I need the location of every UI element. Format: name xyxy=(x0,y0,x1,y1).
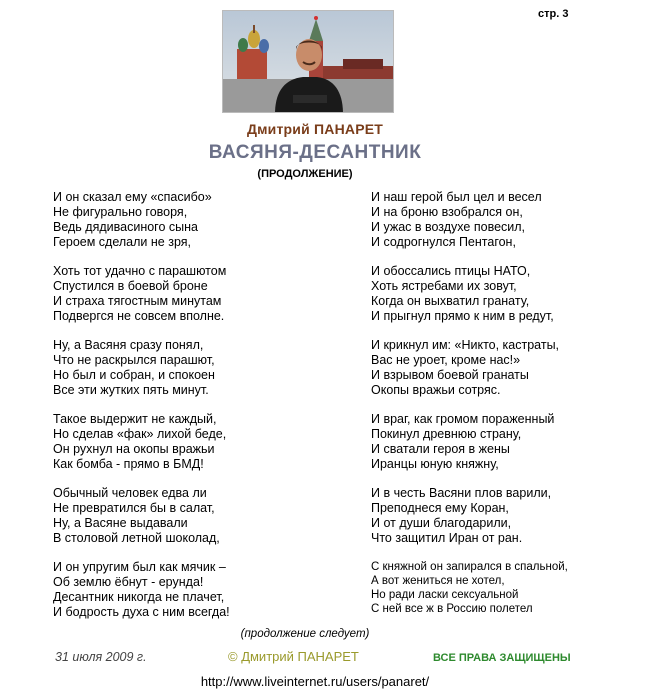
poem-subtitle: (ПРОДОЛЖЕНИЕ) xyxy=(257,168,353,180)
poem-line: Десантник никогда не плачет, xyxy=(53,590,225,604)
poem-line: Не фигурально говоря, xyxy=(53,205,188,219)
poem-line: С княжной он запирался в спальной, xyxy=(371,561,568,573)
poem-line: И страха тягостным минутам xyxy=(53,294,222,308)
author-photo xyxy=(222,10,394,113)
poem-line: Все эти жутких пять минут. xyxy=(53,383,209,397)
poem-line: И обоссались птицы НАТО, xyxy=(371,264,531,278)
stanza xyxy=(371,412,641,486)
stanza xyxy=(53,190,353,264)
poem-line: И взрывом боевой гранаты xyxy=(371,368,529,382)
poem-line: Ведь дядивасиного сына xyxy=(53,220,198,234)
poem-line: Обычный человек едва ли xyxy=(53,486,207,500)
poem-line: И прыгнул прямо к ним в редут, xyxy=(371,309,554,323)
poem-line: Но сделав «фак» лихой беде, xyxy=(53,427,227,441)
poem-line: Иранцы юную княжну, xyxy=(371,457,499,471)
poem-line: Хоть тот удачно с парашютом xyxy=(53,264,227,278)
stanza xyxy=(371,264,641,338)
page-number: стр. 3 xyxy=(538,8,569,20)
poem-line: Такое выдержит не каждый, xyxy=(53,412,217,426)
poem-line: И в честь Васяни плов варили, xyxy=(371,486,552,500)
poem-line: А вот жениться не хотел, xyxy=(371,575,505,587)
copyright: © Дмитрий ПАНАРЕТ xyxy=(228,649,359,664)
poem-line: Окопы вражьи сотряс. xyxy=(371,383,501,397)
poem-line: Подвергся не совсем вполне. xyxy=(53,309,225,323)
poem-line: Ну, а Васяне выдавали xyxy=(53,516,188,530)
stanza xyxy=(53,560,353,634)
poem-line: И от души благодарили, xyxy=(371,516,512,530)
poem-line: Но был и собран, и спокоен xyxy=(53,368,215,382)
stanza xyxy=(53,264,353,338)
poem-line: И враг, как громом пораженный xyxy=(371,412,555,426)
poem-title: ВАСЯНЯ-ДЕСАНТНИК xyxy=(208,142,422,163)
stanza xyxy=(53,338,353,412)
author-url[interactable]: http://www.liveinternet.ru/users/panaret/ xyxy=(200,674,430,689)
poem-line: Об землю ёбнут - ерунда! xyxy=(53,575,204,589)
poem-line: И он упругим был как мячик – xyxy=(53,560,226,574)
poem-line: И крикнул им: «Никто, кастраты, xyxy=(371,338,560,352)
stanza xyxy=(371,486,641,560)
date: 31 июля 2009 г. xyxy=(55,650,147,664)
stanza xyxy=(53,486,353,560)
stanza xyxy=(371,560,641,634)
rights-notice: ВСЕ ПРАВА ЗАЩИЩЕНЫ xyxy=(433,652,571,664)
poem-line: И содрогнулся Пентагон, xyxy=(371,235,516,249)
stanza xyxy=(53,412,353,486)
poem-line: И он сказал ему «спасибо» xyxy=(53,190,212,204)
poem-line: С ней все ж в Россию полетел xyxy=(371,603,533,615)
stanza xyxy=(371,338,641,412)
author-name: Дмитрий ПАНАРЕТ xyxy=(246,121,384,137)
poem-line: Что не раскрылся парашют, xyxy=(53,353,215,367)
poem-line: Как бомба - прямо в БМД! xyxy=(53,457,204,471)
poem-line: Героем сделали не зря, xyxy=(53,235,191,249)
poem-line: И наш герой был цел и весел xyxy=(371,190,542,204)
right-column xyxy=(371,190,641,634)
poem-line: Ну, а Васяня сразу понял, xyxy=(53,338,204,352)
poem-line: И бодрость духа с ним всегда! xyxy=(53,605,230,619)
poem-line: Хоть ястребами их зовут, xyxy=(371,279,517,293)
poem-line: Не превратился бы в салат, xyxy=(53,501,215,515)
poem-line: Спустился в боевой броне xyxy=(53,279,208,293)
poem-line: И сватали героя в жены xyxy=(371,442,510,456)
poem-line: Он рухнул на окопы вражьи xyxy=(53,442,215,456)
poem-line: Вас не уроет, кроме нас!» xyxy=(371,353,521,367)
poem-line: Преподнеся ему Коран, xyxy=(371,501,509,515)
poem-line: В столовой летной шоколад, xyxy=(53,531,220,545)
poem-line: Что защитил Иран от ран. xyxy=(371,531,523,545)
continued-note: (продолжение следует) xyxy=(240,628,370,640)
stanza xyxy=(371,190,641,264)
poem-line: Но ради ласки сексуальной xyxy=(371,589,519,601)
poem-line: Покинул древнюю страну, xyxy=(371,427,522,441)
poem-line: И на броню взобрался он, xyxy=(371,205,523,219)
left-column xyxy=(53,190,353,634)
poem-line: Когда он выхватил гранату, xyxy=(371,294,530,308)
poem-line: И ужас в воздухе повесил, xyxy=(371,220,526,234)
